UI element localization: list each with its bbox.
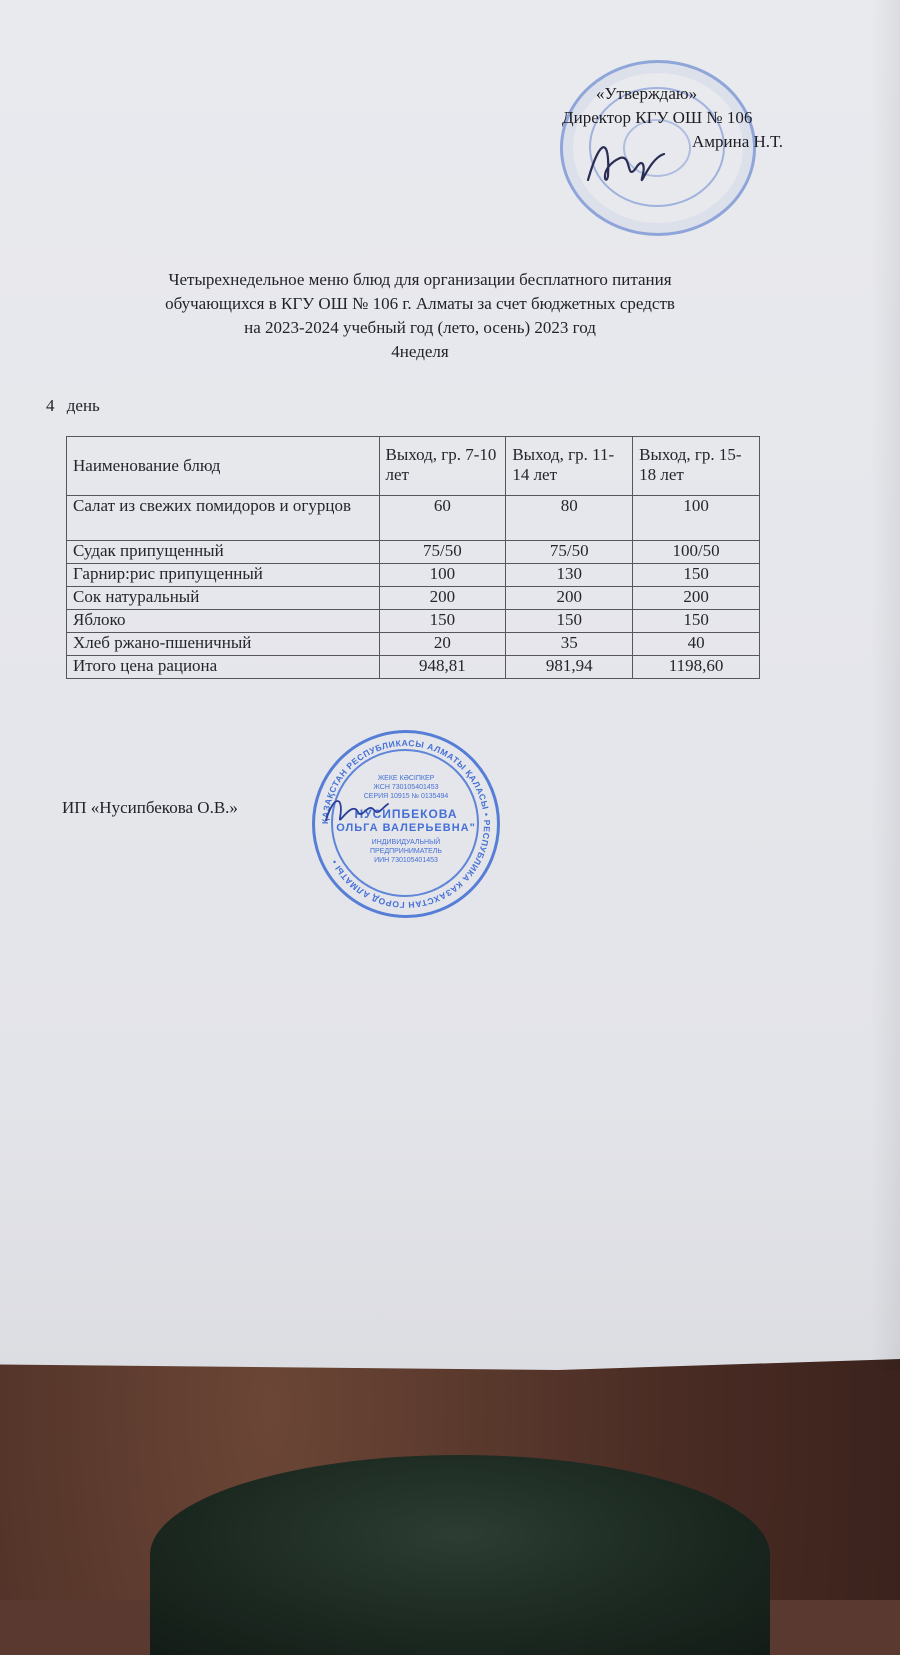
background-cloth bbox=[150, 1455, 770, 1655]
table-header-row bbox=[67, 437, 760, 496]
header-output-15-18: Выход, гр. 15-18 лет bbox=[633, 437, 760, 496]
day-label: 4 день bbox=[46, 396, 100, 415]
output-15-18: 40 bbox=[633, 633, 760, 656]
output-15-18: 100/50 bbox=[633, 541, 760, 564]
dish-name: Сок натуральный bbox=[67, 587, 380, 610]
title-line-2: обучающихся в КГУ ОШ № 106 г. Алматы за счет бюджетных средств bbox=[165, 294, 675, 313]
seal-line: СЕРИЯ 10915 № 0135494 bbox=[363, 793, 449, 800]
table-row bbox=[67, 496, 760, 541]
seal-given-name: ОЛЬГА ВАЛЕРЬЕВНА" bbox=[336, 822, 476, 834]
output-7-10: 60 bbox=[379, 496, 506, 541]
week-label: 4неделя bbox=[391, 342, 449, 361]
header-output-11-14: Выход, гр. 11-14 лет bbox=[506, 437, 633, 496]
output-7-10: 150 bbox=[379, 610, 506, 633]
table-row bbox=[67, 633, 760, 656]
table-row bbox=[67, 541, 760, 564]
title-line-3: на 2023-2024 учебный год (лето, осень) 2023 год bbox=[244, 318, 596, 337]
dish-name: Судак припущенный bbox=[67, 541, 380, 564]
table-row bbox=[67, 564, 760, 587]
output-15-18: 100 bbox=[633, 496, 760, 541]
approval-heading: «Утверждаю» bbox=[596, 84, 698, 103]
total-11-14: 981,94 bbox=[506, 656, 633, 679]
supplier-label: ИП «Нусипбекова О.В.» bbox=[62, 798, 238, 817]
header-output-7-10: Выход, гр. 7-10 лет bbox=[379, 437, 506, 496]
seal-line: ИНДИВИДУАЛЬНЫЙ bbox=[371, 839, 441, 846]
dish-name: Яблоко bbox=[67, 610, 380, 633]
output-7-10: 200 bbox=[379, 587, 506, 610]
total-7-10: 948,81 bbox=[379, 656, 506, 679]
approval-position: Директор КГУ ОШ № 106 bbox=[562, 108, 753, 127]
output-15-18: 150 bbox=[633, 564, 760, 587]
seal-surname: НУСИПБЕКОВА bbox=[354, 807, 458, 821]
director-signature bbox=[580, 128, 670, 198]
total-15-18: 1198,60 bbox=[633, 656, 760, 679]
output-7-10: 20 bbox=[379, 633, 506, 656]
seal-line: ПРЕДПРИНИМАТЕЛЬ bbox=[369, 848, 442, 855]
output-11-14: 80 bbox=[506, 496, 633, 541]
total-label: Итого цена рациона bbox=[67, 656, 380, 679]
output-15-18: 150 bbox=[633, 610, 760, 633]
seal-line: ЖСН 730105401453 bbox=[373, 784, 439, 791]
output-11-14: 150 bbox=[506, 610, 633, 633]
dish-name: Гарнир:рис припущенный bbox=[67, 564, 380, 587]
output-15-18: 200 bbox=[633, 587, 760, 610]
table-total-row bbox=[67, 656, 760, 679]
output-11-14: 35 bbox=[506, 633, 633, 656]
output-11-14: 200 bbox=[506, 587, 633, 610]
table-row bbox=[67, 610, 760, 633]
dish-name: Салат из свежих помидоров и огурцов bbox=[67, 496, 380, 541]
menu-table bbox=[66, 436, 760, 679]
seal-line: ИИН 730105401453 bbox=[374, 857, 438, 864]
title-line-1: Четырехнедельное меню блюд для организации бесплатного питания bbox=[168, 270, 672, 289]
paper-shadow bbox=[870, 0, 900, 1370]
approval-person: Амрина Н.Т. bbox=[692, 132, 783, 151]
output-11-14: 75/50 bbox=[506, 541, 633, 564]
header-dish-name: Наименование блюд bbox=[67, 437, 380, 496]
seal-line: ЖЕКЕ КӘСІПКЕР bbox=[377, 775, 435, 782]
output-11-14: 130 bbox=[506, 564, 633, 587]
dish-name: Хлеб ржано-пшеничный bbox=[67, 633, 380, 656]
output-7-10: 75/50 bbox=[379, 541, 506, 564]
document-title bbox=[40, 268, 800, 364]
output-7-10: 100 bbox=[379, 564, 506, 587]
seal-ring-caption: ҚАЗАҚСТАН РЕСПУБЛИКАСЫ АЛМАТЫ ҚАЛАСЫ • РЕСПУБЛИКА КАЗАХСТАН ГОРОД АЛМАТЫ • bbox=[319, 737, 493, 911]
supplier-signature bbox=[322, 790, 392, 830]
table-row bbox=[67, 587, 760, 610]
